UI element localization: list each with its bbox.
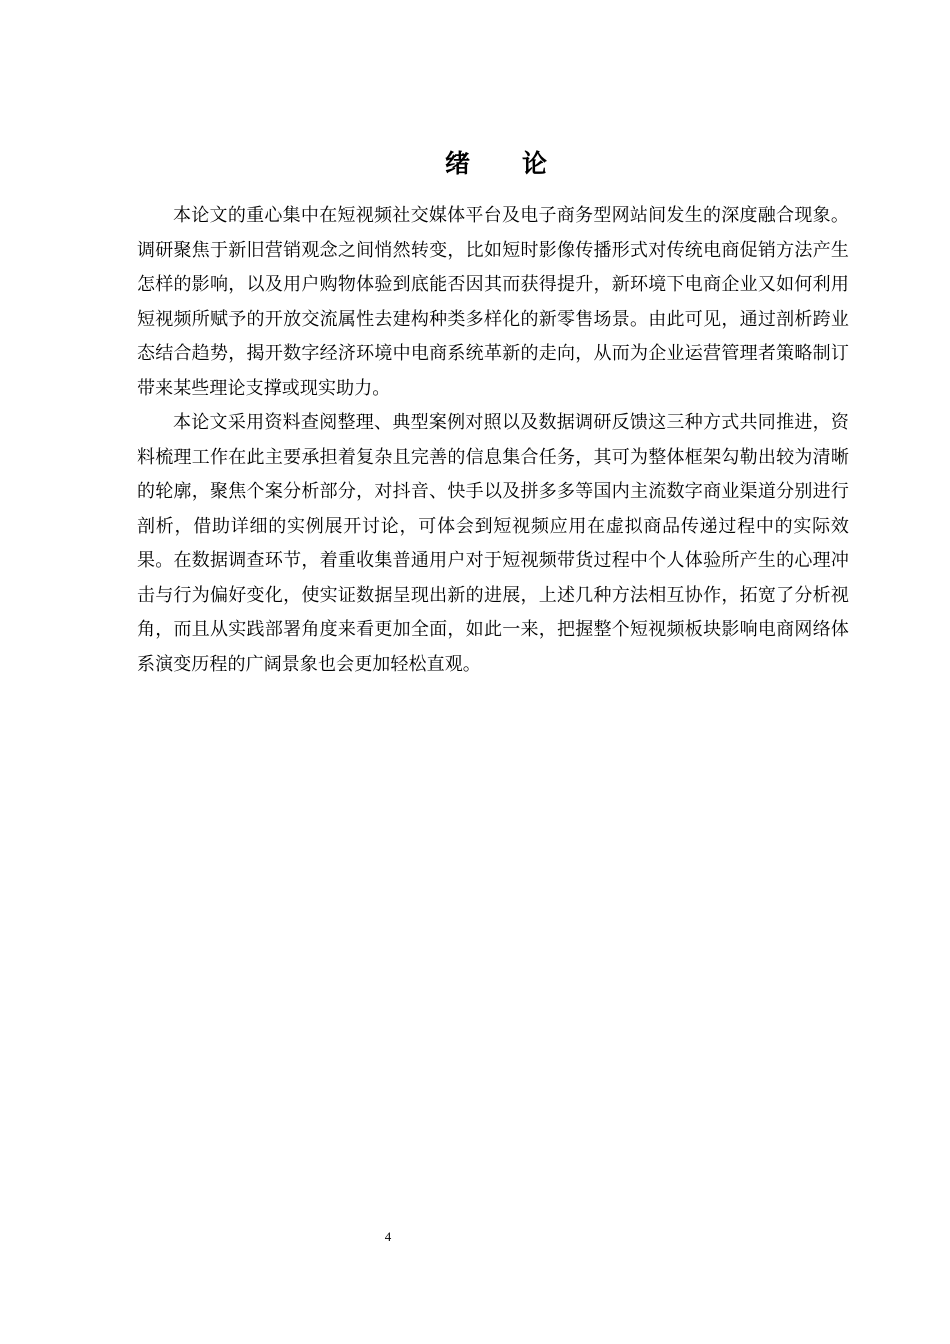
page-number: 4 [384,1229,392,1244]
section-title-part-1: 绪 [444,149,472,178]
section-title [0,146,950,182]
paragraph-1: 本论文的重心集中在短视频社交媒体平台及电子商务型网站间发生的深度融合现象。调研聚焦于新旧营销观念之间悄然转变，比如短时影像传播形式对传统电商促销方法产生怎样的影响，以及用户购物体验到底能否因其而获得提升，新环境下电商企业又如何利用短视频所赋予的开放交流属性去建构种类多样化的新零售场景。由此可见，通过剖析跨业态结合趋势，揭开数字经济环境中电商系统革新的走向，从而为企业运营管理者策略制订带来某些理论支撑或现实助力。 [137,205,849,399]
section-title-part-2: 论 [522,149,550,178]
body-text [137,199,849,682]
paragraph-2: 本论文采用资料查阅整理、典型案例对照以及数据调研反馈这三种方式共同推进，资料梳理工作在此主要承担着复杂且完善的信息集合任务，其可为整体框架勾勒出较为清晰的轮廓，聚焦个案分析部分，对抖音、快手以及拼多多等国内主流数字商业渠道分别进行剖析，借助详细的实例展开讨论，可体会到短视频应用在虚拟商品传递过程中的实际效果。在数据调查环节，着重收集普通用户对于短视频带货过程中个人体验所产生的心理冲击与行为偏好变化，使实证数据呈现出新的进展，上述几种方法相互协作，拓宽了分析视角，而且从实践部署角度来看更加全面，如此一来，把握整个短视频板块影响电商网络体系演变历程的广阔景象也会更加轻松直观。 [137,412,849,675]
